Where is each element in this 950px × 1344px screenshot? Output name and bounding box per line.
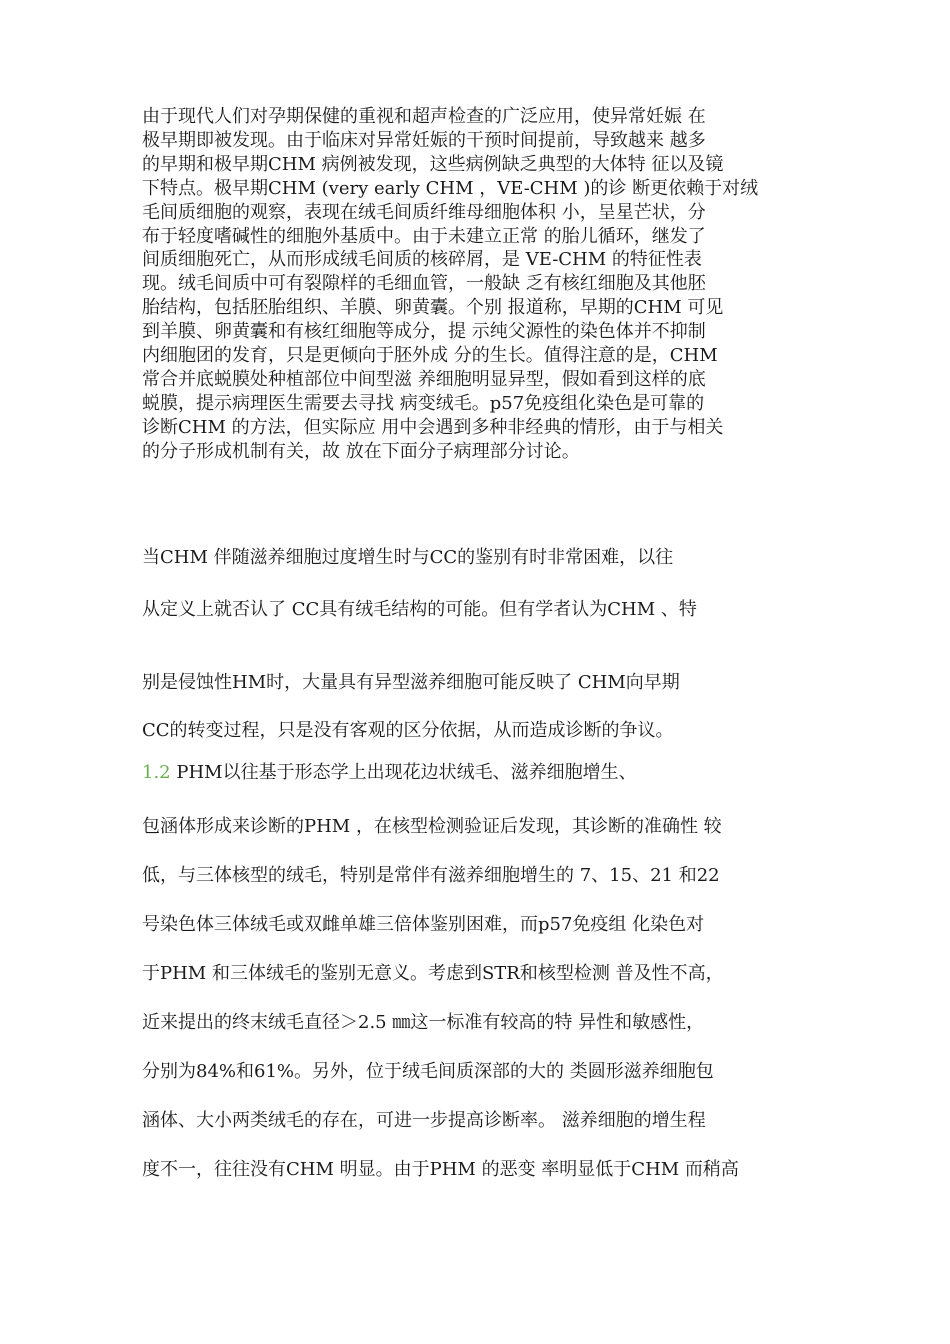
text-line: 内细胞团的发育，只是更倾向于胚外成 分的生长。值得注意的是，CHM	[142, 345, 718, 367]
text-line: 当CHM 伴随滋养细胞过度增生时与CC的鉴别有时非常困难，以往	[142, 547, 674, 568]
text-line: 号染色体三体绒毛或双雌单雄三倍体鉴别困难，而p57免疫组 化染色对	[142, 914, 705, 935]
text-line: 现。绒毛间质中可有裂隙样的毛细血管，一般缺 乏有核红细胞及其他胚	[142, 273, 706, 295]
text-line: 布于轻度嗜碱性的细胞外基质中。由于未建立正常 的胎儿循环，继发了	[142, 225, 706, 247]
text-line: 到羊膜、卵黄囊和有核红细胞等成分，提 示纯父源性的染色体并不抑制	[142, 321, 706, 343]
text-line: 度不一，往往没有CHM 明显。由于PHM 的恶变 率明显低于CHM 而稍高	[142, 1159, 739, 1180]
paragraph-early-chm	[142, 105, 822, 464]
text-line: 的早期和极早期CHM 病例被发现，这些病例缺乏典型的大体特 征以及镜	[142, 153, 724, 175]
text-line: 于PHM 和三体绒毛的鉴别无意义。考虑到STR和核型检测 普及性不高，	[142, 963, 724, 984]
text-line: 蜕膜，提示病理医生需要去寻找 病变绒毛。p57免疫组化染色是可靠的	[142, 392, 705, 414]
text-line: 由于现代人们对孕期保健的重视和超声检查的广泛应用，使异常妊娠 在	[142, 106, 706, 127]
section-heading-line	[142, 761, 637, 785]
text-line: 分别为84%和61%。另外，位于绒毛间质深部的大的 类圆形滋养细胞包	[142, 1061, 714, 1082]
text-line: PHM以往基于形态学上出现花边状绒毛、滋养细胞增生、	[170, 762, 637, 783]
text-line: 近来提出的终末绒毛直径＞2.5 ㎜这一标准有较高的特 异性和敏感性，	[142, 1012, 705, 1033]
text-line: 极早期即被发现。由于临床对异常妊娠的干预时间提前，导致越来 越多	[142, 129, 706, 151]
text-line: 别是侵蚀性HM时，大量具有异型滋养细胞可能反映了 CHM向早期	[142, 672, 680, 693]
text-line: CC的转变过程，只是没有客观的区分依据，从而造成诊断的争议。	[142, 720, 674, 741]
text-line: 下特点。极早期CHM (very early CHM ，VE-CHM )的诊 断更依赖于对绒	[142, 177, 759, 199]
text-line: 的分子形成机制有关，故 放在下面分子病理部分讨论。	[142, 440, 580, 462]
text-line: 常合并底蜕膜处种植部位中间型滋 养细胞明显异型，假如看到这样的底	[142, 368, 706, 390]
text-line: 诊断CHM 的方法，但实际应 用中会遇到多种非经典的情形，由于与相关	[142, 416, 724, 438]
text-line: 包涵体形成来诊断的PHM ，在核型检测验证后发现，其诊断的准确性 较	[142, 816, 722, 837]
text-line: 涵体、大小两类绒毛的存在，可进一步提高诊断率。 滋养细胞的增生程	[142, 1110, 706, 1131]
text-line: 间质细胞死亡，从而形成绒毛间质的核碎屑，是 VE-CHM 的特征性表	[142, 249, 702, 271]
section-number: 1.2	[142, 762, 171, 783]
text-line: 胎结构，包括胚胎组织、羊膜、卵黄囊。个别 报道称，早期的CHM 可见	[142, 297, 724, 319]
text-line: 毛间质细胞的观察，表现在绒毛间质纤维母细胞体积 小，呈星芒状，分	[142, 201, 706, 223]
text-line: 从定义上就否认了 CC具有绒毛结构的可能。但有学者认为CHM 、特	[142, 599, 697, 620]
text-line: 低，与三体核型的绒毛，特别是常伴有滋养细胞增生的 7、15、21 和22	[142, 865, 720, 886]
